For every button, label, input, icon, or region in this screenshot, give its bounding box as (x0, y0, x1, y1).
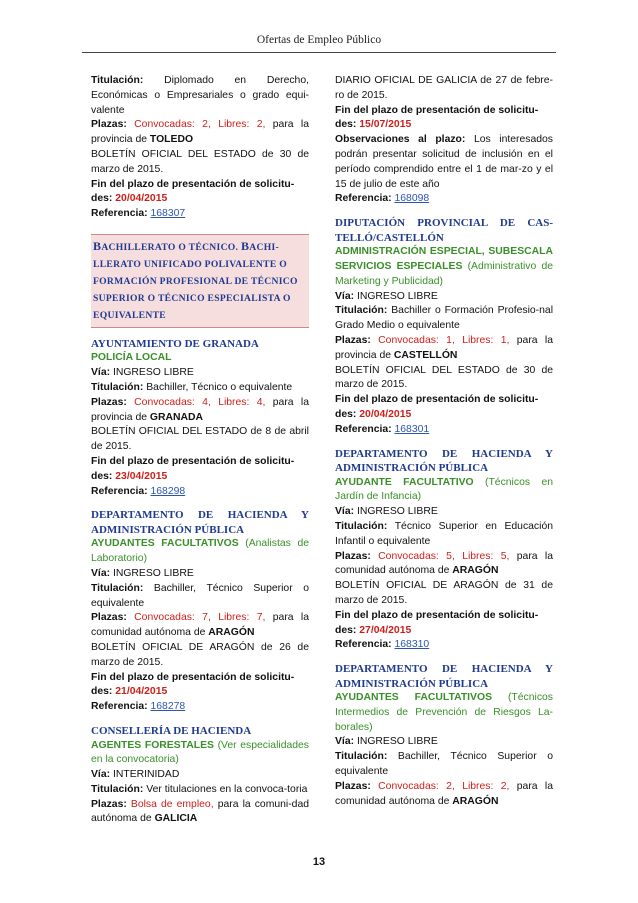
deadline-line: Fin del plazo de presentación de solicitu- des: 21/04/2015 (91, 671, 295, 698)
via-line: Vía: INGRESO LIBRE (335, 506, 438, 518)
titulacion-line: Titulación: Bachiller, Técnico Superior o equivalente (335, 751, 553, 778)
reference-link[interactable]: 168310 (394, 639, 430, 651)
organization-title: DEPARTAMENTO DE HACIENDA Y ADMINISTRACIÓN PÚBLICA (91, 509, 309, 536)
via-line: Vía: INGRESO LIBRE (335, 736, 438, 748)
organization-title: DEPARTAMENTO DE HACIENDA Y ADMINISTRACIÓN PÚBLICA (335, 663, 553, 690)
organization-title: AYUNTAMIENTO DE GRANADA (91, 337, 259, 350)
via-line: Vía: INGRESO LIBRE (335, 290, 438, 302)
header-divider (82, 52, 556, 53)
plazas-line: Plazas: Convocadas: 4, Libres: 4, para la provincia de GRANADA (91, 396, 309, 423)
boletin-line: DIARIO OFICIAL DE GALICIA de 27 de febre-ro de 2015. (335, 75, 553, 101)
reference-line: Referencia: 168098 (335, 193, 430, 205)
titulacion-line: Titulación: Bachiller, Técnico o equivalente (91, 382, 293, 394)
plazas-line: Plazas: Convocadas: 1, Libres: 1, para la provincia de CASTELLÓN (335, 334, 553, 361)
post-title: POLICÍA LOCAL (91, 352, 172, 364)
reference-line: Referencia: 168278 (91, 701, 186, 713)
deadline-line: Fin del plazo de presentación de solicitu- des: 23/04/2015 (91, 456, 295, 482)
reference-line: Referencia: 168298 (91, 485, 186, 497)
reference-link[interactable]: 168278 (150, 701, 186, 713)
plazas-line: Plazas: Convocadas: 2, Libres: 2, para la comunidad autónoma de ARAGÓN (335, 780, 553, 807)
organization-title: DEPARTAMENTO DE HACIENDA Y ADMINISTRACIÓN PÚBLICA (335, 447, 553, 475)
boletin-line: BOLETÍN OFICIAL DE ARAGÓN de 26 de marzo de 2015. (91, 642, 309, 668)
job-entry-continued (335, 74, 553, 207)
post-title: AYUDANTE FACULTATIVO (Técnicos en Jardín de Infancia) (335, 476, 553, 503)
deadline-line: Fin del plazo de presentación de solicitu- des: 15/07/2015 (335, 104, 539, 131)
via-line: Vía: INGRESO LIBRE (91, 568, 194, 580)
boletin-line: BOLETÍN OFICIAL DEL ESTADO de 30 de marzo de 2015. (335, 364, 553, 391)
deadline-line: Fin del plazo de presentación de solicitu- des: 27/04/2015 (335, 609, 539, 636)
boletin-line: BOLETÍN OFICIAL DEL ESTADO de 30 de marzo de 2015. (91, 148, 309, 175)
reference-line: Referencia: 168307 (91, 208, 186, 220)
reference-link[interactable]: 168307 (150, 208, 186, 220)
job-entry (91, 74, 309, 222)
observations-line: Observaciones al plazo: Los interesados podrán presentar solicitud de inclusión en el período comprendido entre el 1 de mar-zo y el 15 de julio de este año (335, 134, 554, 190)
plazas-line: Plazas: Bolsa de empleo, para la comuni-dad autónoma de GALICIA (91, 798, 310, 825)
titulacion-line: Titulación: Bachiller o Formación Profesio-nal Grado Medio o equivalente (335, 305, 554, 332)
reference-link[interactable]: 168301 (394, 423, 430, 435)
left-column (91, 74, 309, 827)
deadline-line: Fin del plazo de presentación de solicitu- des: 20/04/2015 (335, 394, 539, 420)
plazas-line: Plazas: Convocadas: 7, Libres: 7, para la comunidad autónoma de ARAGÓN (91, 612, 309, 639)
post-title: AYUDANTES FACULTATIVOS (Técnicos Intermedios de Prevención de Riesgos La-borales) (335, 692, 553, 733)
job-entry (91, 337, 309, 499)
job-entry (335, 662, 553, 809)
titulacion-line: Titulación: Diplomado en Derecho, Económicas o Empresariales o grado equi-valente (91, 75, 310, 116)
job-entry (335, 216, 553, 437)
deadline-line: Fin del plazo de presentación de solicitu- des: 20/04/2015 (91, 178, 295, 205)
boletin-line: BOLETÍN OFICIAL DEL ESTADO de 8 de abril de 2015. (91, 426, 309, 453)
plazas-line: Plazas: Convocadas: 2, Libres: 2, para la provincia de TOLEDO (91, 119, 309, 146)
job-entry (91, 724, 309, 827)
post-title: AYUDANTES FACULTATIVOS (Analistas de Laboratorio) (91, 538, 309, 565)
reference-line: Referencia: 168310 (335, 639, 430, 651)
post-title: AGENTES FORESTALES (Ver especialidades en la convocatoria) (91, 739, 310, 766)
reference-line: Referencia: 168301 (335, 423, 430, 435)
organization-title: DIPUTACIÓN PROVINCIAL DE CAS-TELLÓ/CASTELLÓN (335, 217, 553, 244)
post-title: ADMINISTRACIÓN ESPECIAL, SUBESCALA SERVICIOS ESPECIALES (Administrativo de Marketing y Publicidad) (335, 246, 553, 287)
reference-link[interactable]: 168298 (150, 485, 186, 497)
organization-title: CONSELLERÍA DE HACIENDA (91, 725, 252, 737)
via-line: Vía: INTERINIDAD (91, 769, 180, 781)
page-header: Ofertas de Empleo Público (256, 34, 382, 46)
job-entry (335, 447, 553, 654)
reference-link[interactable]: 168098 (394, 193, 430, 205)
via-line: Vía: INGRESO LIBRE (91, 367, 194, 379)
titulacion-line: Titulación: Técnico Superior en Educación Infantil o equivalente (335, 520, 553, 547)
titulacion-line: Titulación: Bachiller, Técnico Superior o equivalente (91, 582, 309, 609)
titulacion-line: Titulación: Ver titulaciones en la convoca-toria (91, 783, 308, 795)
plazas-line: Plazas: Convocadas: 5, Libres: 5, para la comunidad autónoma de ARAGÓN (335, 550, 553, 577)
job-entry (91, 508, 309, 715)
section-heading: BACHILLERATO O TÉCNICO. BACHI- LLERATO UNIFICADO POLIVALENTE O FORMACIÓN PROFESIONAL DE TÉCNICO SUPERIOR O TÉCNICO ESPECIALISTA O EQUIVALENTE (91, 234, 309, 328)
boletin-line: BOLETÍN OFICIAL DE ARAGÓN de 31 de marzo de 2015. (335, 580, 553, 606)
page-number: 13 (312, 856, 326, 868)
right-column (335, 74, 553, 809)
